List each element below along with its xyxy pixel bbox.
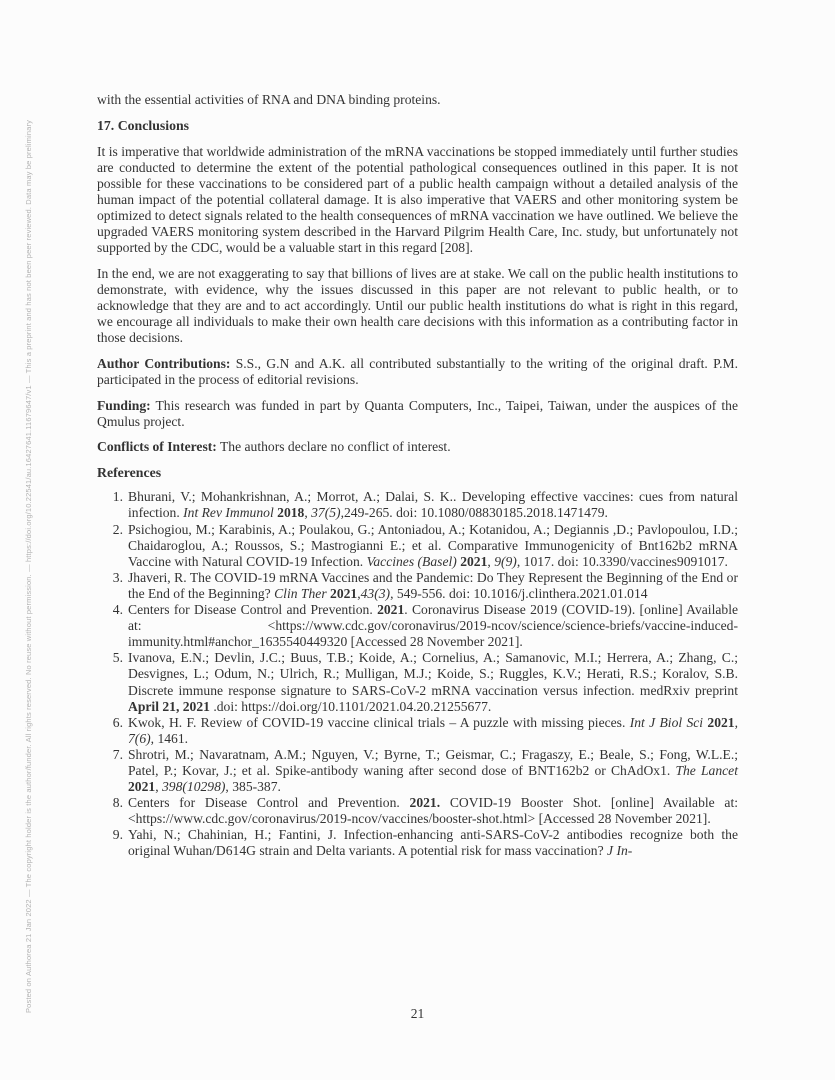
reference-text: Centers for Disease Control and Prevention. 2021. Coronavirus Disease 2019 (COVID-19). [online] Available at: <https://www.cdc.gov/coronavirus/2019-ncov/science/science-briefs/vaccine-induced-immunity.html#anchor_1635540449320 [Accessed 28 November 2021]. (128, 602, 738, 650)
reference-text: Shrotri, M.; Navaratnam, A.M.; Nguyen, V.; Byrne, T.; Geismar, C.; Fragaszy, E.; Beale, S.; Fong, W.L.E.; Patel, P.; Kovar, J.; et al. Spike-antibody waning after second dose of BNT162b2 or ChAdOx1. The Lancet 2021, 398(10298), 385-387. (128, 746, 738, 795)
reference-number: 2. (112, 521, 123, 537)
funding-text: This research was funded in part by Quanta Computers, Inc., Taipei, Taiwan, under the auspices of the Qmulus project. (97, 397, 739, 429)
reference-number: 9. (112, 827, 123, 843)
reference-item (97, 602, 738, 650)
author-contributions-label: Author Contributions: (97, 355, 231, 371)
reference-item (97, 650, 738, 714)
reference-item (97, 570, 738, 602)
reference-text: Jhaveri, R. The COVID-19 mRNA Vaccines and the Pandemic: Do They Represent the Beginning of the End or the End of the Beginning? Clin Ther 2021,43(3), 549-556. doi: 10.1016/j.clinthera.2021.01.014 (128, 569, 738, 601)
references-heading: References (97, 464, 162, 480)
reference-number: 1. (112, 489, 123, 505)
funding-statement (97, 398, 738, 430)
reference-text: Yahi, N.; Chahinian, H.; Fantini, J. Infection-enhancing anti-SARS-CoV-2 antibodies recognize both the original Wuhan/D614G strain and Delta variants. A potential risk for mass vaccination? J In- (128, 827, 738, 859)
reference-item (97, 489, 738, 521)
reference-text: Centers for Disease Control and Prevention. 2021. COVID-19 Booster Shot. [online] Available at: <https://www.cdc.gov/coronavirus/2019-ncov/vaccines/booster-shot.html> [Accessed 28 November 2021]. (128, 795, 738, 827)
reference-number: 4. (112, 602, 123, 618)
paragraph-conclusions-2: In the end, we are not exaggerating to say that billions of lives are at stake. We call on the public health institutions to demonstrate, with evidence, why the issues discussed in this paper are not relevant to public health, or to acknowledge that they are and to act accordingly. Until our public health institutions do what is right in this regard, we encourage all individuals to make their own health care decisions with this information as a contributing factor in those decisions. (97, 265, 738, 346)
section-heading-conclusions: 17. Conclusions (97, 117, 190, 133)
reference-text: Psichogiou, M.; Karabinis, A.; Poulakou, G.; Antoniadou, A.; Kotanidou, A.; Degiannis ,D.; Pavlopoulou, I.D.; Chaidaroglou, A.; Roussos, S.; Mastrogianni E.; et al. Comparative Immunogenicity of Bnt162b2 mRNA Vaccine with Natural COVID-19 Infection. Vaccines (Basel) 2021, 9(9), 1017. doi: 10.3390/vaccines9091017. (128, 521, 738, 569)
references-list (97, 489, 738, 859)
paragraph-conclusions-1: It is imperative that worldwide administration of the mRNA vaccinations be stopped immediately until further studies are conducted to determine the extent of the potential pathological consequences outlined in this paper. It is not possible for these vaccinations to be considered part of a public health campaign without a detailed analysis of the human impact of the potential collateral damage. It is also imperative that VAERS and other monitoring system be optimized to detect signals related to the health consequences of mRNA vaccination we have outlined. We believe the upgraded VAERS monitoring system described in the Harvard Pilgrim Health Care, Inc. study, but unfortunately not supported by the CDC, would be a valuable start in this regard [208]. (97, 143, 738, 256)
reference-number: 6. (112, 714, 123, 730)
reference-text: Bhurani, V.; Mohankrishnan, A.; Morrot, A.; Dalai, S. K.. Developing effective vaccines: cues from natural infection. Int Rev Immunol 2018, 37(5),249-265. doi: 10.1080/08830185.2018.1471479. (128, 489, 738, 521)
reference-item (97, 795, 738, 827)
preprint-watermark: Posted on Authorea 21 Jan 2022 — The copyright holder is the author/funder. All rights reserved. No reuse without permission. — https://doi.org/10.22541/au.16427641.11679647/v1 — This a preprint and has not been peer reviewed. Data may be preliminary (24, 119, 33, 1013)
reference-number: 7. (112, 746, 123, 762)
reference-number: 8. (112, 795, 123, 811)
funding-label: Funding: (97, 397, 151, 413)
author-contributions-statement (97, 356, 738, 388)
reference-item (97, 827, 738, 859)
conflicts-statement (97, 439, 738, 455)
author-contributions-text: S.S., G.N and A.K. all contributed substantially to the writing of the original draft. P.M. participated in the process of editorial revisions. (97, 355, 739, 387)
reference-number: 3. (112, 569, 123, 585)
conflicts-text: The authors declare no conflict of interest. (219, 439, 451, 455)
reference-number: 5. (112, 650, 123, 666)
reference-text: Ivanova, E.N.; Devlin, J.C.; Buus, T.B.; Koide, A.; Cornelius, A.; Samanovic, M.I.; Herrera, A.; Zhang, C.; Desvignes, L.; Odum, N.; Ulrich, R.; Mulligan, M.J.; Koide, S.; Ruggles, K.V.; Herati, R.S.; Koralov, S.B. Discrete immune response signature to SARS-CoV-2 mRNA vaccination versus infection. medRxiv preprint April 21, 2021 .doi: https://doi.org/10.1101/2021.04.20.21255677. (128, 650, 738, 714)
reference-text: Kwok, H. F. Review of COVID-19 vaccine clinical trials – A puzzle with missing pieces. Int J Biol Sci 2021, 7(6), 1461. (128, 714, 738, 746)
paragraph-intro-fragment: with the essential activities of RNA and DNA binding proteins. (97, 92, 441, 107)
reference-item (97, 522, 738, 570)
conflicts-label: Conflicts of Interest: (97, 439, 217, 455)
reference-item (97, 747, 738, 795)
page-number: 21 (410, 1006, 425, 1021)
page-content (97, 92, 738, 860)
reference-item (97, 715, 738, 747)
